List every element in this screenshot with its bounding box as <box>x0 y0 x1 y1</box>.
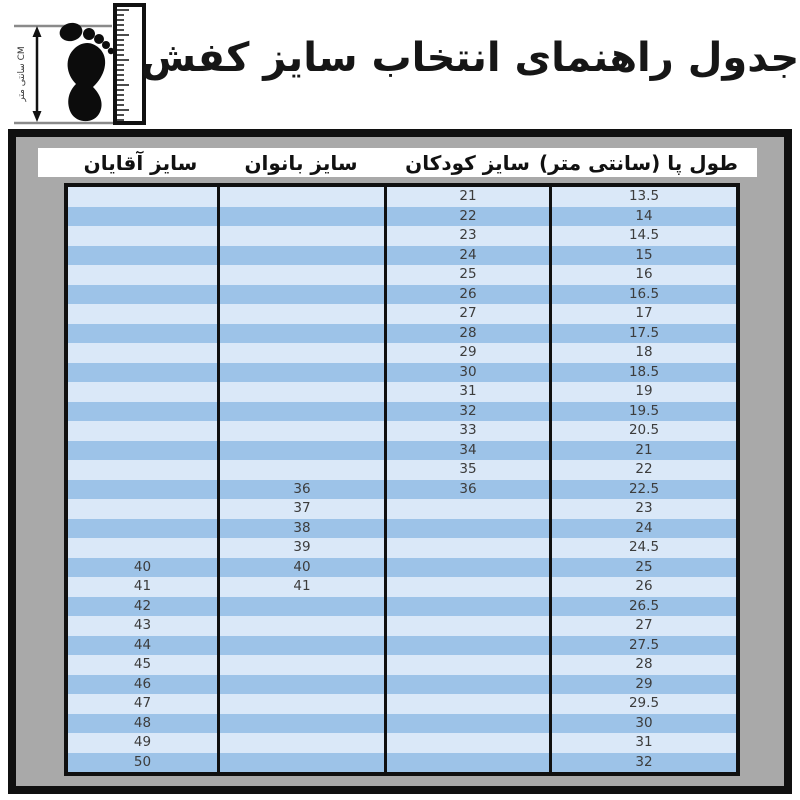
cell-men <box>68 363 220 383</box>
cell-women <box>220 460 387 480</box>
cell-children <box>387 753 552 773</box>
cell-length: 29 <box>635 675 653 692</box>
cell-women <box>220 402 387 422</box>
cell-children <box>387 636 552 656</box>
column-header-foot-length: طول پا (سانتی متر) <box>539 151 738 175</box>
cell-children <box>387 655 552 675</box>
cell-women: 36 <box>220 480 387 500</box>
cell-children: 29 <box>387 343 552 363</box>
cell-length: 22.5 <box>628 480 660 497</box>
cell-children: 22 <box>387 207 552 227</box>
cell-length: 24.5 <box>628 539 660 555</box>
cell-children: 27 <box>387 304 552 324</box>
table-row <box>68 558 736 578</box>
cell-women <box>220 265 387 285</box>
cell-men <box>68 480 220 500</box>
cell-length: 26 <box>635 578 653 594</box>
cell-length: 25 <box>635 558 653 575</box>
cell-length: 22 <box>635 461 653 477</box>
cell-children: 33 <box>387 421 552 441</box>
cell-women: 37 <box>220 499 387 519</box>
cell-men <box>68 285 220 305</box>
foot-measure-icon-svg <box>12 2 150 126</box>
cell-children: 25 <box>387 265 552 285</box>
table-row <box>68 733 736 753</box>
table-row <box>68 714 736 734</box>
table-row <box>68 187 736 207</box>
cell-women <box>220 597 387 617</box>
table-row <box>68 343 736 363</box>
cell-women: 39 <box>220 538 387 558</box>
cell-women: 38 <box>220 519 387 539</box>
cell-women <box>220 304 387 324</box>
cell-men: 50 <box>68 753 220 773</box>
cell-women <box>220 187 387 207</box>
table-row <box>68 265 736 285</box>
cell-men: 46 <box>68 675 220 695</box>
cell-women <box>220 343 387 363</box>
cell-length: 17 <box>635 305 653 321</box>
cell-men <box>68 441 220 461</box>
table-row <box>68 616 736 636</box>
cell-women <box>220 714 387 734</box>
cell-men: 40 <box>68 558 220 578</box>
cell-children: 24 <box>387 246 552 266</box>
cell-men <box>68 226 220 246</box>
cell-children: 21 <box>387 187 552 207</box>
cell-length: 24 <box>635 519 653 536</box>
table-row <box>68 636 736 656</box>
cell-children: 26 <box>387 285 552 305</box>
cell-women <box>220 324 387 344</box>
table-row <box>68 304 736 324</box>
cell-length: 19.5 <box>628 402 660 419</box>
cell-length: 21 <box>635 441 653 458</box>
cell-children <box>387 733 552 753</box>
cell-length: 16 <box>635 266 653 282</box>
cell-length: 20.5 <box>628 422 660 438</box>
table-row <box>68 226 736 246</box>
cell-men <box>68 538 220 558</box>
table-row <box>68 363 736 383</box>
foot-measure-icon <box>12 2 150 126</box>
table-row <box>68 538 736 558</box>
cell-children <box>387 694 552 714</box>
table-row <box>68 421 736 441</box>
cell-women <box>220 246 387 266</box>
cell-length: 13.5 <box>628 188 660 204</box>
column-header-women-size: سایز بانوان <box>244 151 358 175</box>
cell-children: 35 <box>387 460 552 480</box>
cell-length: 18 <box>635 344 653 360</box>
cell-children <box>387 714 552 734</box>
cell-men <box>68 421 220 441</box>
cell-length: 15 <box>635 246 653 263</box>
cell-children: 23 <box>387 226 552 246</box>
cell-men: 45 <box>68 655 220 675</box>
cell-length: 14 <box>635 207 653 224</box>
cell-length: 14.5 <box>628 227 660 243</box>
table-header-strip <box>38 148 757 177</box>
cell-men: 44 <box>68 636 220 656</box>
table-row <box>68 655 736 675</box>
table-row <box>68 753 736 773</box>
cell-men <box>68 304 220 324</box>
cell-women <box>220 363 387 383</box>
table-row <box>68 246 736 266</box>
cell-length: 17.5 <box>628 324 660 341</box>
cell-length: 29.5 <box>628 695 660 711</box>
cell-children <box>387 577 552 597</box>
cell-women <box>220 616 387 636</box>
cell-men <box>68 265 220 285</box>
cell-men: 49 <box>68 733 220 753</box>
table-row <box>68 577 736 597</box>
cell-length: 16.5 <box>628 285 660 302</box>
cell-men <box>68 460 220 480</box>
table-row <box>68 207 736 227</box>
cell-men <box>68 324 220 344</box>
size-table <box>64 183 740 776</box>
cell-men: 47 <box>68 694 220 714</box>
table-row <box>68 441 736 461</box>
measure-arrow <box>33 26 42 122</box>
cell-length: 27 <box>635 617 653 633</box>
cell-children <box>387 558 552 578</box>
cell-children <box>387 616 552 636</box>
cell-women: 40 <box>220 558 387 578</box>
cell-children: 28 <box>387 324 552 344</box>
chart-frame <box>8 129 792 794</box>
cell-women <box>220 733 387 753</box>
cell-women <box>220 207 387 227</box>
cell-men <box>68 402 220 422</box>
cell-women: 41 <box>220 577 387 597</box>
cell-women <box>220 753 387 773</box>
cell-men <box>68 499 220 519</box>
cell-children: 32 <box>387 402 552 422</box>
column-header-children-size: سایز کودکان <box>405 151 530 175</box>
cell-men <box>68 519 220 539</box>
cell-men <box>68 187 220 207</box>
cell-men: 41 <box>68 577 220 597</box>
page-title: جدول راهنمای انتخاب سایز کفش <box>140 35 800 81</box>
cell-children <box>387 499 552 519</box>
cell-women <box>220 675 387 695</box>
table-row <box>68 675 736 695</box>
table-row <box>68 597 736 617</box>
cell-men: 42 <box>68 597 220 617</box>
cm-ruler-label: سانتی متر CM <box>17 46 27 102</box>
table-row <box>68 694 736 714</box>
cell-men <box>68 343 220 363</box>
cell-length: 32 <box>635 753 653 770</box>
table-row <box>68 499 736 519</box>
cell-men <box>68 382 220 402</box>
cell-children: 34 <box>387 441 552 461</box>
cell-men: 43 <box>68 616 220 636</box>
cell-women <box>220 655 387 675</box>
cell-children <box>387 538 552 558</box>
cell-women <box>220 421 387 441</box>
cell-women <box>220 226 387 246</box>
cell-women <box>220 636 387 656</box>
table-row <box>68 460 736 480</box>
cell-length: 27.5 <box>628 636 660 653</box>
cell-children: 30 <box>387 363 552 383</box>
cell-women <box>220 441 387 461</box>
table-row <box>68 324 736 344</box>
cell-length: 18.5 <box>628 363 660 380</box>
footprint-icon <box>58 20 115 121</box>
cell-men <box>68 207 220 227</box>
table-row <box>68 285 736 305</box>
table-row <box>68 480 736 500</box>
cell-length: 30 <box>635 714 653 731</box>
table-row <box>68 382 736 402</box>
cell-children <box>387 675 552 695</box>
cell-length: 26.5 <box>628 597 660 614</box>
cell-length: 19 <box>635 383 653 399</box>
cell-length: 23 <box>635 500 653 516</box>
cell-men <box>68 246 220 266</box>
column-header-men-size: سایز آقایان <box>83 151 198 175</box>
cell-length: 28 <box>635 656 653 672</box>
cell-women <box>220 285 387 305</box>
table-row <box>68 402 736 422</box>
cell-children: 31 <box>387 382 552 402</box>
cell-women <box>220 382 387 402</box>
cell-women <box>220 694 387 714</box>
cell-children: 36 <box>387 480 552 500</box>
cell-children <box>387 597 552 617</box>
cell-men: 48 <box>68 714 220 734</box>
cell-length: 31 <box>635 734 653 750</box>
cell-children <box>387 519 552 539</box>
table-row <box>68 519 736 539</box>
